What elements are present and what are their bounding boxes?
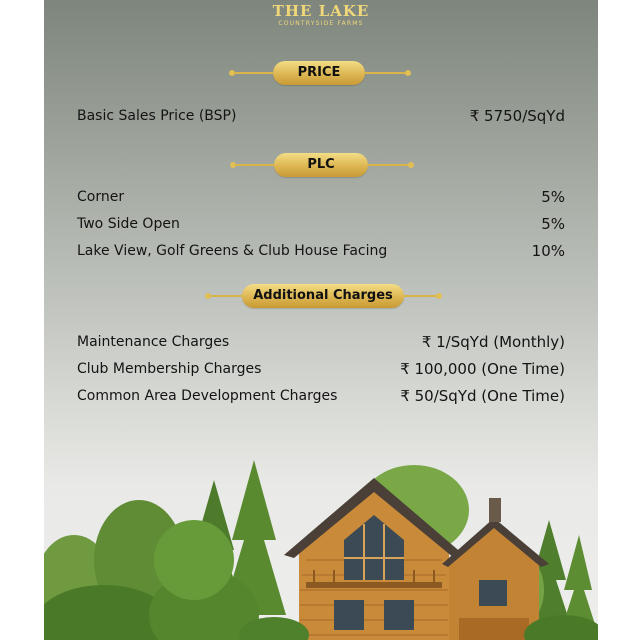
- row-label: Two Side Open: [77, 216, 180, 232]
- row-value: ₹ 5750/SqYd: [469, 107, 565, 125]
- log-cabin-illustration: [44, 440, 598, 640]
- additional-heading-row: [44, 284, 598, 308]
- ornament-line: [234, 72, 274, 74]
- plc-heading-row: [44, 153, 598, 177]
- row-value: 5%: [541, 215, 565, 233]
- row-value: ₹ 50/SqYd (One Time): [400, 387, 565, 405]
- row-label: Common Area Development Charges: [77, 388, 338, 404]
- ornament-line: [364, 72, 406, 74]
- row-value: 5%: [541, 188, 565, 206]
- charges-row-club-membership: [77, 358, 565, 380]
- ornament-dot: [436, 293, 442, 299]
- ornament-dot: [405, 70, 411, 76]
- price-list-flyer: [44, 0, 598, 640]
- price-heading-row: [44, 61, 598, 85]
- additional-heading: Additional Charges: [242, 284, 404, 308]
- ornament-line: [235, 164, 275, 166]
- logo-subtitle: COUNTRYSIDE FARMS: [278, 20, 364, 27]
- plc-row-two-side-open: [77, 213, 565, 235]
- plc-row-lake-view: [77, 240, 565, 262]
- ornament-line: [367, 164, 409, 166]
- row-label: Lake View, Golf Greens & Club House Facing: [77, 243, 388, 259]
- ornament-line: [210, 295, 244, 297]
- row-label: Club Membership Charges: [77, 361, 262, 377]
- price-row-bsp: [77, 105, 565, 127]
- row-value: ₹ 100,000 (One Time): [400, 360, 565, 378]
- row-value: ₹ 1/SqYd (Monthly): [421, 333, 565, 351]
- row-label: Corner: [77, 189, 125, 205]
- price-heading: PRICE: [273, 61, 365, 85]
- row-label: Maintenance Charges: [77, 334, 230, 350]
- plc-row-corner: [77, 186, 565, 208]
- row-value: 10%: [531, 242, 565, 260]
- charges-row-maintenance: [77, 331, 565, 353]
- brand-logo: [44, 0, 598, 28]
- ornament-line: [403, 295, 437, 297]
- row-label: Basic Sales Price (BSP): [77, 108, 237, 124]
- ornament-dot: [408, 162, 414, 168]
- logo-title: THE LAKE: [272, 2, 370, 20]
- plc-heading: PLC: [274, 153, 368, 177]
- charges-row-common-area: [77, 385, 565, 407]
